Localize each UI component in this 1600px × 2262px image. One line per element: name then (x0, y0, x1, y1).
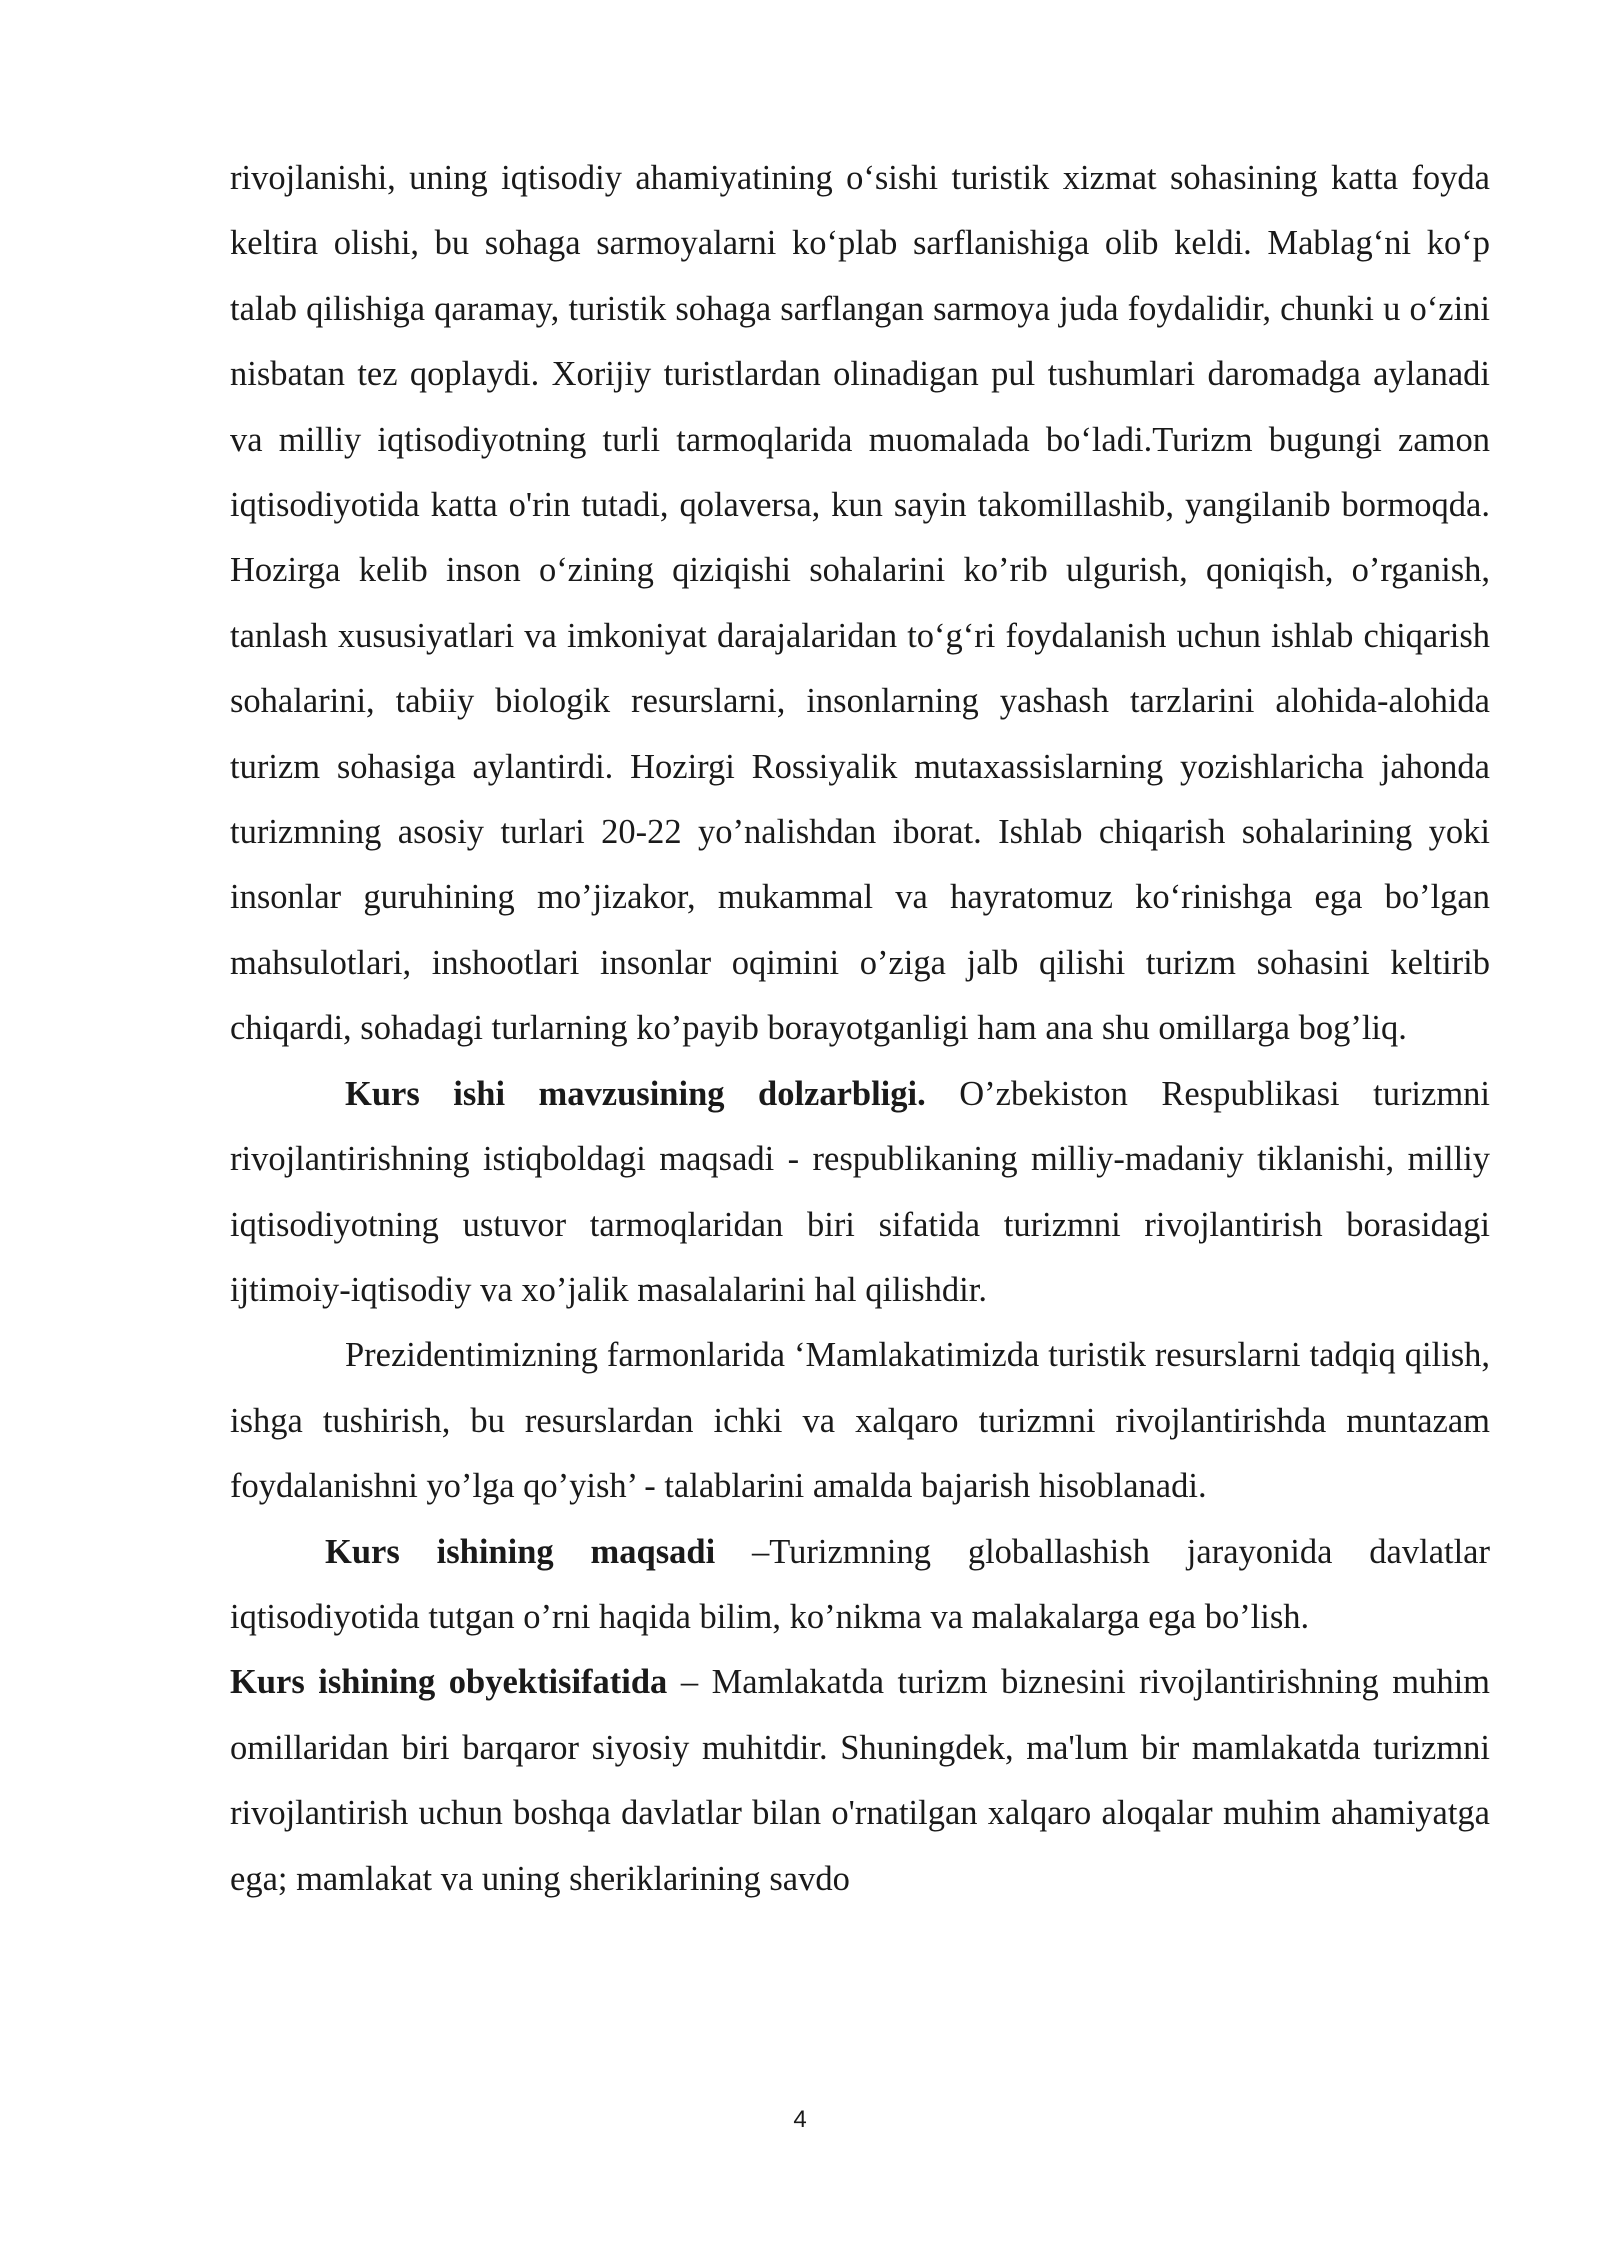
paragraph-decree: Prezidentimizning farmonlarida ‘Mamlakatimizda turistik resurslarni tadqiq qilish, ishga tushirish, bu resurslardan ichki va xalqaro turizmni rivojlantirishda muntazam foydalanishni yo’lga qo’yish’ - talablarini amalda bajarish hisoblanadi. (230, 1336, 1490, 1506)
goal-heading: Kurs ishining maqsadi (325, 1532, 716, 1571)
page-body (230, 146, 1490, 1912)
goal-text: –Turizmning globallashish jarayonida davlatlar iqtisodiyotida tutgan o’rni haqida bilim, ko’nikma va malakalarga ega bo’lish. (230, 1532, 1490, 1636)
relevance-heading: Kurs ishi mavzusining dolzarbligi. (345, 1074, 926, 1113)
paragraph-object (230, 1650, 1490, 1912)
paragraph-relevance (230, 1062, 1490, 1324)
relevance-text: O’zbekiston Respublikasi turizmni rivojlantirishning istiqboldagi maqsadi - respublikaning milliy-madaniy tiklanishi, milliy iqtisodiyotning ustuvor tarmoqlaridan biri sifatida turizmni rivojlantirish borasidagi ijtimoiy-iqtisodiy va xo’jalik masalalarini hal qilishdir. (230, 1074, 1490, 1309)
object-heading: Kurs ishining obyektisifatida (230, 1663, 668, 1702)
object-text: – Mamlakatda turizm biznesini rivojlantirishning muhim omillaridan biri barqaror siyosiy muhitdir. Shuningdek, ma'lum bir mamlakatda turizmni rivojlantirish uchun boshqa davlatlar bilan o'rnatilgan xalqaro aloqalar muhim ahamiyatga ega; mamlakat va uning sheriklarining savdo (230, 1663, 1490, 1898)
paragraph-goal (230, 1520, 1490, 1651)
paragraph-intro: rivojlanishi, uning iqtisodiy ahamiyatining o‘sishi turistik xizmat sohasining katta foyda keltira olishi, bu sohaga sarmoyalarni ko‘plab sarflanishiga olib keldi. Mablag‘ni ko‘p talab qilishiga qaramay, turistik sohaga sarflangan sarmoya juda foydalidir, chunki u o‘zini nisbatan tez qoplaydi. Xorijiy turistlardan olinadigan pul tushumlari daromadga aylanadi va milliy iqtisodiyotning turli tarmoqlarida muomalada bo‘ladi.Turizm bugungi zamon iqtisodiyotida katta o'rin tutadi, qolaversa, kun sayin takomillashib, yangilanib bormoqda. Hozirga kelib inson o‘zining qiziqishi sohalarini ko’rib ulgurish, qoniqish, o’rganish, tanlash xususiyatlari va imkoniyat darajalaridan to‘g‘ri foydalanish uchun ishlab chiqarish sohalarini, tabiiy biologik resurslarni, insonlarning yashash tarzlarini alohida-alohida turizm sohasiga aylantirdi. Hozirgi Rossiyalik mutaxassislarning yozishlaricha jahonda turizmning asosiy turlari 20-22 yo’nalishdan iborat. Ishlab chiqarish sohalarining yoki insonlar guruhining mo’jizakor, mukammal va hayratomuz ko‘rinishga ega bo’lgan mahsulotlari, inshootlari insonlar oqimini o’ziga jalb qilishi turizm sohasini keltirib chiqardi, sohadagi turlarning ko’payib borayotganligi ham ana shu omillarga bog’liq. (230, 159, 1490, 1048)
page-number: 4 (793, 2106, 807, 2133)
